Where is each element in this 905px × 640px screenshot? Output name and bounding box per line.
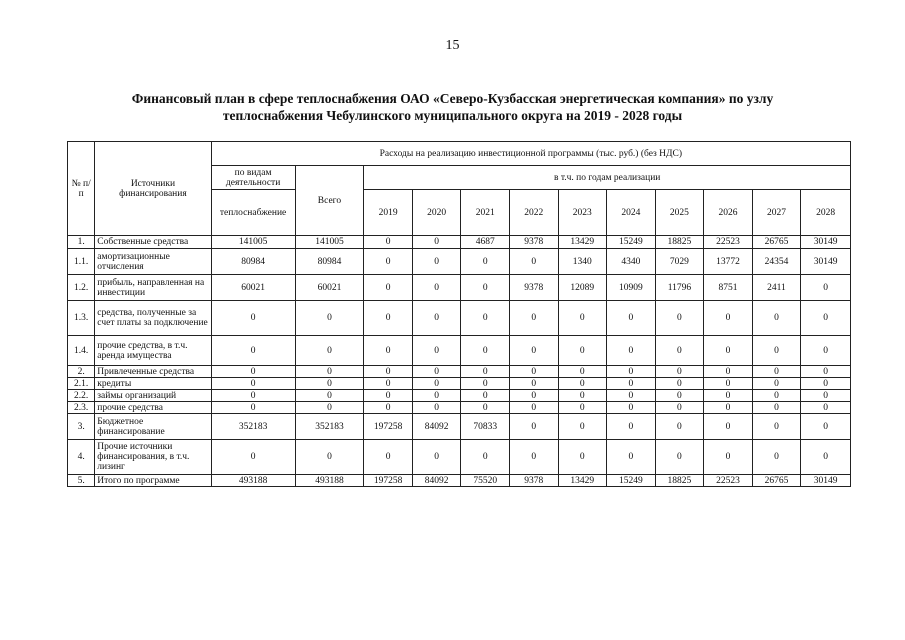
row-year-2022-value: 0 — [509, 378, 558, 390]
row-activity-value: 0 — [211, 440, 295, 475]
row-year-2028-value: 0 — [801, 366, 851, 378]
row-year-2024-value: 0 — [607, 366, 656, 378]
row-year-2022-value: 0 — [509, 249, 558, 275]
row-activity-value: 60021 — [211, 275, 295, 301]
row-year-2021-value: 0 — [461, 390, 510, 402]
header-year-2028: 2028 — [801, 190, 851, 236]
row-year-2023-value: 0 — [558, 402, 607, 414]
row-year-2019-value: 0 — [364, 236, 413, 249]
row-year-2026-value: 22523 — [704, 236, 753, 249]
row-year-2019-value: 0 — [364, 336, 413, 366]
row-year-2020-value: 0 — [412, 249, 461, 275]
row-total-value: 352183 — [295, 414, 364, 440]
row-activity-value: 0 — [211, 402, 295, 414]
row-year-2027-value: 2411 — [752, 275, 801, 301]
row-year-2025-value: 0 — [655, 440, 704, 475]
row-total-value: 0 — [295, 378, 364, 390]
header-year-2022: 2022 — [509, 190, 558, 236]
row-year-2024-value: 0 — [607, 301, 656, 336]
row-year-2021-value: 75520 — [461, 475, 510, 487]
row-year-2025-value: 0 — [655, 366, 704, 378]
table-row — [68, 390, 851, 402]
row-year-2023-value: 0 — [558, 301, 607, 336]
row-year-2027-value: 0 — [752, 414, 801, 440]
row-year-2024-value: 0 — [607, 336, 656, 366]
row-source: прочие средства — [95, 402, 211, 414]
table-row — [68, 475, 851, 487]
header-num: № п/п — [68, 142, 95, 236]
table-row — [68, 402, 851, 414]
row-activity-value: 80984 — [211, 249, 295, 275]
row-year-2028-value: 0 — [801, 402, 851, 414]
row-num: 2.3. — [68, 402, 95, 414]
row-activity-value: 0 — [211, 336, 295, 366]
row-total-value: 0 — [295, 366, 364, 378]
row-year-2022-value: 0 — [509, 301, 558, 336]
row-year-2027-value: 0 — [752, 336, 801, 366]
header-source: Источники финансирования — [95, 142, 211, 236]
row-num: 1.3. — [68, 301, 95, 336]
row-activity-value: 493188 — [211, 475, 295, 487]
row-year-2021-value: 0 — [461, 366, 510, 378]
row-source: Прочие источники финансирования, в т.ч. лизинг — [95, 440, 211, 475]
row-total-value: 493188 — [295, 475, 364, 487]
row-source: прочие средства, в т.ч. аренда имущества — [95, 336, 211, 366]
row-year-2019-value: 0 — [364, 249, 413, 275]
row-year-2019-value: 0 — [364, 378, 413, 390]
row-year-2021-value: 0 — [461, 249, 510, 275]
title-line-2: теплоснабжения Чебулинского муниципального округа на 2019 - 2028 годы — [222, 108, 683, 123]
row-year-2021-value: 0 — [461, 440, 510, 475]
row-year-2024-value: 0 — [607, 414, 656, 440]
row-year-2025-value: 0 — [655, 336, 704, 366]
row-num: 2.2. — [68, 390, 95, 402]
row-year-2020-value: 0 — [412, 336, 461, 366]
row-year-2023-value: 0 — [558, 336, 607, 366]
row-year-2026-value: 0 — [704, 402, 753, 414]
row-year-2023-value: 13429 — [558, 475, 607, 487]
row-year-2021-value: 0 — [461, 336, 510, 366]
row-year-2020-value: 0 — [412, 236, 461, 249]
row-activity-value: 0 — [211, 378, 295, 390]
row-num: 1.1. — [68, 249, 95, 275]
row-year-2019-value: 197258 — [364, 414, 413, 440]
row-year-2027-value: 0 — [752, 301, 801, 336]
row-year-2020-value: 0 — [412, 275, 461, 301]
row-year-2028-value: 30149 — [801, 475, 851, 487]
row-year-2024-value: 4340 — [607, 249, 656, 275]
row-year-2023-value: 0 — [558, 366, 607, 378]
header-year-2023: 2023 — [558, 190, 607, 236]
header-year-2020: 2020 — [412, 190, 461, 236]
row-total-value: 0 — [295, 440, 364, 475]
row-year-2028-value: 0 — [801, 336, 851, 366]
row-year-2024-value: 0 — [607, 390, 656, 402]
row-year-2022-value: 0 — [509, 402, 558, 414]
row-total-value: 0 — [295, 301, 364, 336]
financial-plan-table — [67, 141, 851, 487]
row-year-2028-value: 0 — [801, 440, 851, 475]
row-num: 4. — [68, 440, 95, 475]
row-year-2023-value: 0 — [558, 414, 607, 440]
row-total-value: 141005 — [295, 236, 364, 249]
table-row — [68, 301, 851, 336]
row-year-2024-value: 0 — [607, 440, 656, 475]
row-year-2021-value: 0 — [461, 402, 510, 414]
row-year-2022-value: 0 — [509, 414, 558, 440]
row-year-2020-value: 0 — [412, 378, 461, 390]
row-source: займы организаций — [95, 390, 211, 402]
row-year-2025-value: 18825 — [655, 236, 704, 249]
header-total: Всего — [295, 166, 364, 236]
row-year-2028-value: 0 — [801, 414, 851, 440]
row-total-value: 0 — [295, 336, 364, 366]
row-year-2020-value: 0 — [412, 366, 461, 378]
row-year-2026-value: 0 — [704, 366, 753, 378]
table-row — [68, 440, 851, 475]
row-activity-value: 0 — [211, 390, 295, 402]
page-number: 15 — [445, 38, 460, 53]
row-year-2026-value: 22523 — [704, 475, 753, 487]
row-total-value: 0 — [295, 402, 364, 414]
row-year-2022-value: 0 — [509, 440, 558, 475]
row-year-2027-value: 0 — [752, 402, 801, 414]
row-source: прибыль, направленная на инвестиции — [95, 275, 211, 301]
row-num: 1.4. — [68, 336, 95, 366]
row-year-2027-value: 26765 — [752, 475, 801, 487]
row-year-2025-value: 11796 — [655, 275, 704, 301]
row-source: кредиты — [95, 378, 211, 390]
row-year-2023-value: 0 — [558, 440, 607, 475]
row-year-2026-value: 8751 — [704, 275, 753, 301]
header-by-activity: по видам деятельности — [211, 166, 295, 190]
header-year-2025: 2025 — [655, 190, 704, 236]
row-year-2023-value: 1340 — [558, 249, 607, 275]
row-year-2028-value: 30149 — [801, 249, 851, 275]
row-year-2024-value: 10909 — [607, 275, 656, 301]
row-year-2025-value: 0 — [655, 390, 704, 402]
row-year-2028-value: 0 — [801, 301, 851, 336]
header-heat-supply: теплоснабжение — [211, 190, 295, 236]
row-source: амортизационные отчисления — [95, 249, 211, 275]
row-year-2028-value: 30149 — [801, 236, 851, 249]
table-row — [68, 414, 851, 440]
row-year-2024-value: 0 — [607, 378, 656, 390]
row-year-2023-value: 12089 — [558, 275, 607, 301]
row-year-2021-value: 0 — [461, 301, 510, 336]
row-year-2019-value: 0 — [364, 366, 413, 378]
row-year-2022-value: 0 — [509, 336, 558, 366]
row-year-2027-value: 0 — [752, 366, 801, 378]
row-year-2023-value: 0 — [558, 390, 607, 402]
row-activity-value: 141005 — [211, 236, 295, 249]
row-year-2022-value: 9378 — [509, 236, 558, 249]
row-year-2023-value: 13429 — [558, 236, 607, 249]
row-num: 1.2. — [68, 275, 95, 301]
row-source: Бюджетное финансирование — [95, 414, 211, 440]
row-year-2025-value: 18825 — [655, 475, 704, 487]
row-year-2021-value: 0 — [461, 378, 510, 390]
row-activity-value: 0 — [211, 301, 295, 336]
row-year-2024-value: 15249 — [607, 475, 656, 487]
row-year-2025-value: 0 — [655, 301, 704, 336]
row-year-2026-value: 0 — [704, 390, 753, 402]
row-year-2026-value: 0 — [704, 414, 753, 440]
row-year-2024-value: 0 — [607, 402, 656, 414]
row-num: 1. — [68, 236, 95, 249]
row-year-2022-value: 0 — [509, 390, 558, 402]
row-year-2020-value: 0 — [412, 402, 461, 414]
row-year-2020-value: 0 — [412, 440, 461, 475]
row-year-2022-value: 9378 — [509, 275, 558, 301]
row-year-2020-value: 84092 — [412, 475, 461, 487]
header-expenses: Расходы на реализацию инвестиционной программы (тыс. руб.) (без НДС) — [211, 142, 850, 166]
table-header — [68, 142, 851, 236]
row-num: 2.1. — [68, 378, 95, 390]
row-total-value: 80984 — [295, 249, 364, 275]
row-year-2019-value: 197258 — [364, 475, 413, 487]
header-year-2026: 2026 — [704, 190, 753, 236]
header-year-2021: 2021 — [461, 190, 510, 236]
row-source: Собственные средства — [95, 236, 211, 249]
row-year-2025-value: 0 — [655, 378, 704, 390]
row-year-2020-value: 84092 — [412, 414, 461, 440]
row-year-2021-value: 70833 — [461, 414, 510, 440]
row-year-2019-value: 0 — [364, 301, 413, 336]
row-source: средства, полученные за счет платы за подключение — [95, 301, 211, 336]
header-year-2024: 2024 — [607, 190, 656, 236]
document-title — [60, 90, 845, 124]
row-year-2020-value: 0 — [412, 390, 461, 402]
row-year-2026-value: 0 — [704, 440, 753, 475]
row-source: Привлеченные средства — [95, 366, 211, 378]
table-row — [68, 275, 851, 301]
row-year-2021-value: 0 — [461, 275, 510, 301]
table-body — [68, 236, 851, 487]
row-year-2019-value: 0 — [364, 390, 413, 402]
row-total-value: 0 — [295, 390, 364, 402]
table-row — [68, 249, 851, 275]
row-year-2026-value: 0 — [704, 336, 753, 366]
row-year-2024-value: 15249 — [607, 236, 656, 249]
table-row — [68, 336, 851, 366]
row-year-2019-value: 0 — [364, 402, 413, 414]
table-row — [68, 236, 851, 249]
row-source: Итого по программе — [95, 475, 211, 487]
row-year-2022-value: 9378 — [509, 475, 558, 487]
row-year-2020-value: 0 — [412, 301, 461, 336]
row-year-2026-value: 0 — [704, 301, 753, 336]
row-num: 2. — [68, 366, 95, 378]
row-year-2025-value: 0 — [655, 402, 704, 414]
row-year-2026-value: 13772 — [704, 249, 753, 275]
row-year-2027-value: 0 — [752, 390, 801, 402]
row-year-2023-value: 0 — [558, 378, 607, 390]
row-year-2019-value: 0 — [364, 275, 413, 301]
title-line-1: Финансовый план в сфере теплоснабжения ОАО «Северо-Кузбасская энергетическая компания» по узлу — [131, 91, 774, 106]
header-year-2019: 2019 — [364, 190, 413, 236]
table-row — [68, 378, 851, 390]
row-year-2027-value: 0 — [752, 440, 801, 475]
row-num: 3. — [68, 414, 95, 440]
table-row — [68, 366, 851, 378]
header-by-years: в т.ч. по годам реализации — [364, 166, 851, 190]
row-year-2025-value: 0 — [655, 414, 704, 440]
row-year-2028-value: 0 — [801, 378, 851, 390]
row-activity-value: 0 — [211, 366, 295, 378]
row-year-2025-value: 7029 — [655, 249, 704, 275]
row-num: 5. — [68, 475, 95, 487]
row-year-2019-value: 0 — [364, 440, 413, 475]
row-year-2026-value: 0 — [704, 378, 753, 390]
row-year-2027-value: 0 — [752, 378, 801, 390]
row-year-2028-value: 0 — [801, 275, 851, 301]
row-year-2022-value: 0 — [509, 366, 558, 378]
row-activity-value: 352183 — [211, 414, 295, 440]
row-year-2027-value: 26765 — [752, 236, 801, 249]
row-year-2027-value: 24354 — [752, 249, 801, 275]
row-year-2028-value: 0 — [801, 390, 851, 402]
row-year-2021-value: 4687 — [461, 236, 510, 249]
row-total-value: 60021 — [295, 275, 364, 301]
header-year-2027: 2027 — [752, 190, 801, 236]
